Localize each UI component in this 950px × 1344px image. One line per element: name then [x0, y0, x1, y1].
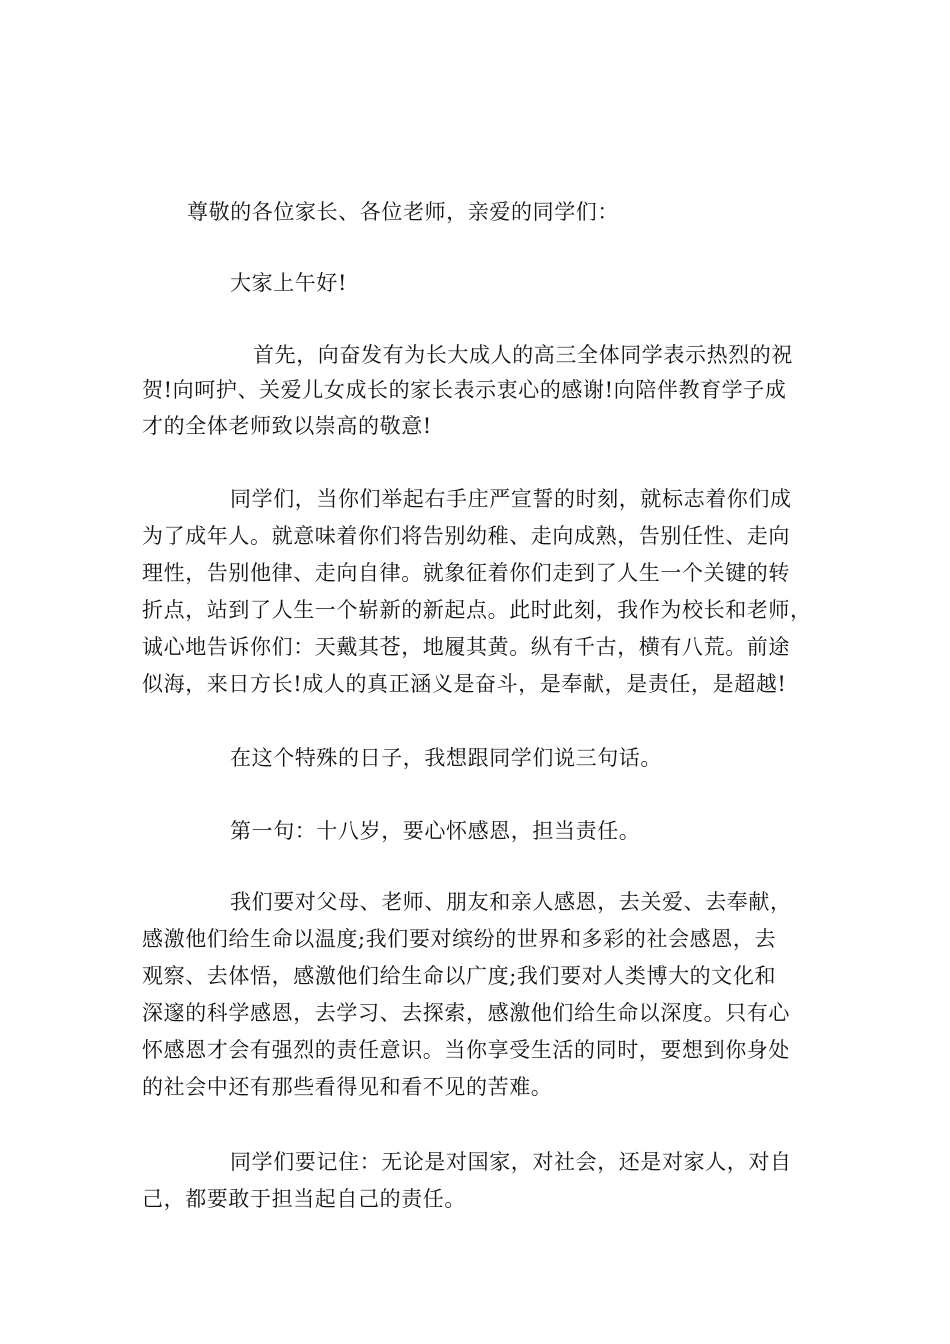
salutation-line: 大家上午好! [230, 271, 348, 295]
paragraph-5-line-5: 怀感恩才会有强烈的责任意识。当你享受生活的同时，要想到你身处 [142, 1038, 790, 1062]
greeting-line: 尊敬的各位家长、各位老师，亲爱的同学们： [187, 200, 619, 224]
paragraph-2-line-5: 诚心地告诉你们：天戴其苍，地履其黄。纵有千古，横有八荒。前途 [142, 635, 790, 659]
paragraph-2-line-4: 折点，站到了人生一个崭新的新起点。此时此刻，我作为校长和老师， [142, 598, 812, 622]
paragraph-2-line-3: 理性，告别他律、走向自律。就象征着你们走到了人生一个关键的转 [142, 561, 790, 585]
paragraph-1-line-3: 才的全体老师致以崇高的敬意! [142, 414, 432, 438]
paragraph-1-line-2: 贺!向呵护、关爱儿女成长的家长表示衷心的感谢!向陪伴教育学子成 [142, 378, 787, 402]
paragraph-4-line-1: 第一句：十八岁，要心怀感恩，担当责任。 [230, 819, 641, 843]
paragraph-1-line-1: 首先，向奋发有为长大成人的高三全体同学表示热烈的祝 [253, 343, 793, 367]
paragraph-3-line-1: 在这个特殊的日子，我想跟同学们说三句话。 [230, 746, 662, 770]
paragraph-5-line-4: 深邃的科学感恩，去学习、去探索，感激他们给生命以深度。只有心 [142, 1001, 790, 1025]
paragraph-2-line-1: 同学们，当你们举起右手庄严宣誓的时刻，就标志着你们成 [230, 487, 792, 511]
paragraph-5-line-3: 观察、去体悟，感激他们给生命以广度;我们要对人类博大的文化和 [142, 964, 777, 988]
paragraph-5-line-6: 的社会中还有那些看得见和看不见的苦难。 [142, 1075, 553, 1099]
paragraph-6-line-1: 同学们要记住：无论是对国家，对社会，还是对家人，对自 [230, 1150, 792, 1174]
paragraph-5-line-1: 我们要对父母、老师、朋友和亲人感恩，去关爱、去奉献， [230, 890, 792, 914]
paragraph-5-line-2: 感激他们给生命以温度;我们要对缤纷的世界和多彩的社会感恩，去 [142, 927, 777, 951]
paragraph-2-line-2: 为了成年人。就意味着你们将告别幼稚、走向成熟，告别任性、走向 [142, 524, 790, 548]
paragraph-6-line-2: 己，都要敢于担当起自己的责任。 [142, 1187, 466, 1211]
paragraph-2-line-6: 似海，来日方长!成人的真正涵义是奋斗，是奉献，是责任，是超越! [142, 672, 787, 696]
